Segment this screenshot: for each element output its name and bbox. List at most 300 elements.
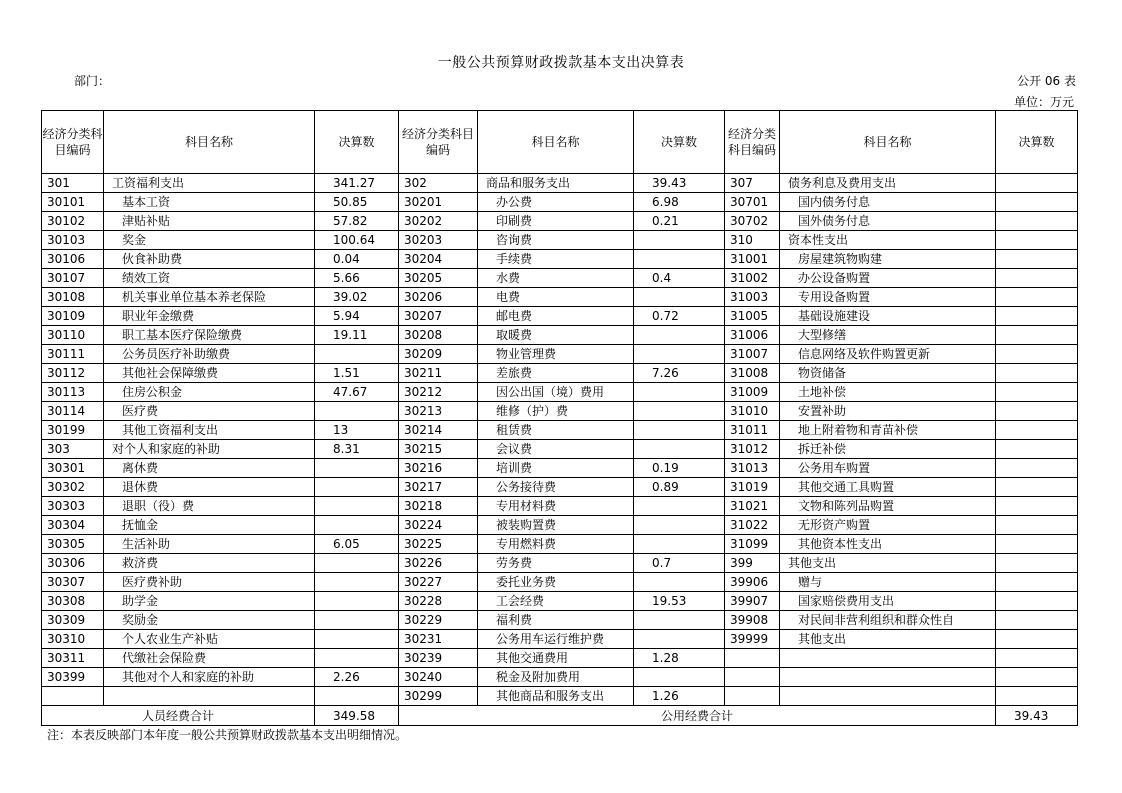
table-row <box>42 497 1078 516</box>
header-amount-1: 决算数 <box>315 111 399 174</box>
budget-table <box>41 110 1078 726</box>
name-cell: 公务员医疗补助缴费 <box>104 345 315 364</box>
code-cell: 30213 <box>399 402 478 421</box>
amount-cell <box>996 402 1078 421</box>
amount-cell <box>315 516 399 535</box>
code-cell <box>725 668 780 687</box>
amount-cell: 47.67 <box>315 383 399 402</box>
table-row <box>42 687 1078 706</box>
amount-cell <box>315 687 399 706</box>
code-cell: 31009 <box>725 383 780 402</box>
amount-cell: 39.43 <box>634 174 725 193</box>
code-cell: 399 <box>725 554 780 573</box>
name-cell: 救济费 <box>104 554 315 573</box>
name-cell: 其他交通费用 <box>478 649 634 668</box>
amount-cell <box>634 326 725 345</box>
name-cell: 其他支出 <box>780 554 996 573</box>
amount-cell <box>634 440 725 459</box>
amount-cell <box>996 193 1078 212</box>
amount-cell <box>996 649 1078 668</box>
table-row <box>42 611 1078 630</box>
code-cell: 30215 <box>399 440 478 459</box>
name-cell: 福利费 <box>478 611 634 630</box>
footnote: 注：本表反映部门本年度一般公共预算财政拨款基本支出明细情况。 <box>47 728 408 742</box>
code-cell: 30301 <box>42 459 104 478</box>
public-total-label: 公用经费合计 <box>399 706 996 726</box>
code-cell: 30299 <box>399 687 478 706</box>
code-cell: 30309 <box>42 611 104 630</box>
name-cell: 差旅费 <box>478 364 634 383</box>
table-row <box>42 421 1078 440</box>
amount-cell <box>996 459 1078 478</box>
table-row <box>42 630 1078 649</box>
amount-cell <box>996 592 1078 611</box>
code-cell: 30108 <box>42 288 104 307</box>
table-title: 一般公共预算财政拨款基本支出决算表 <box>437 55 685 71</box>
name-cell: 绩效工资 <box>104 269 315 288</box>
name-cell: 地上附着物和青苗补偿 <box>780 421 996 440</box>
name-cell: 医疗费补助 <box>104 573 315 592</box>
amount-cell: 50.85 <box>315 193 399 212</box>
code-cell <box>725 687 780 706</box>
name-cell: 奖励金 <box>104 611 315 630</box>
name-cell: 公务用车运行维护费 <box>478 630 634 649</box>
name-cell: 手续费 <box>478 250 634 269</box>
code-cell: 30114 <box>42 402 104 421</box>
amount-cell <box>996 516 1078 535</box>
amount-cell <box>996 478 1078 497</box>
table-row <box>42 288 1078 307</box>
code-cell: 30202 <box>399 212 478 231</box>
amount-cell <box>634 630 725 649</box>
code-cell: 30212 <box>399 383 478 402</box>
name-cell: 专用燃料费 <box>478 535 634 554</box>
amount-cell <box>996 288 1078 307</box>
amount-cell: 341.27 <box>315 174 399 193</box>
code-cell <box>42 687 104 706</box>
table-body <box>42 174 1078 706</box>
name-cell: 对民间非营利组织和群众性自 <box>780 611 996 630</box>
amount-cell: 19.11 <box>315 326 399 345</box>
code-cell: 31012 <box>725 440 780 459</box>
name-cell: 商品和服务支出 <box>478 174 634 193</box>
amount-cell <box>996 573 1078 592</box>
name-cell: 办公设备购置 <box>780 269 996 288</box>
code-cell: 30701 <box>725 193 780 212</box>
code-cell: 31010 <box>725 402 780 421</box>
name-cell: 专用材料费 <box>478 497 634 516</box>
code-cell: 30227 <box>399 573 478 592</box>
table-row <box>42 326 1078 345</box>
table-row <box>42 174 1078 193</box>
code-cell: 31011 <box>725 421 780 440</box>
amount-cell <box>996 383 1078 402</box>
table-row <box>42 345 1078 364</box>
code-cell: 30207 <box>399 307 478 326</box>
name-cell: 债务利息及费用支出 <box>780 174 996 193</box>
code-cell: 31008 <box>725 364 780 383</box>
name-cell: 土地补偿 <box>780 383 996 402</box>
code-cell: 31006 <box>725 326 780 345</box>
amount-cell: 19.53 <box>634 592 725 611</box>
header-code-3: 经济分类科目编码 <box>725 111 780 174</box>
code-cell: 30205 <box>399 269 478 288</box>
amount-cell <box>996 440 1078 459</box>
amount-cell <box>634 611 725 630</box>
code-cell: 31002 <box>725 269 780 288</box>
amount-cell: 2.26 <box>315 668 399 687</box>
code-cell: 30304 <box>42 516 104 535</box>
totals-row <box>42 706 1078 726</box>
amount-cell: 0.04 <box>315 250 399 269</box>
amount-cell: 13 <box>315 421 399 440</box>
table-row <box>42 649 1078 668</box>
code-cell: 30199 <box>42 421 104 440</box>
table-row <box>42 440 1078 459</box>
amount-cell: 7.26 <box>634 364 725 383</box>
amount-cell: 0.4 <box>634 269 725 288</box>
amount-cell <box>996 345 1078 364</box>
amount-cell <box>315 592 399 611</box>
name-cell: 机关事业单位基本养老保险 <box>104 288 315 307</box>
amount-cell <box>996 668 1078 687</box>
code-cell: 39999 <box>725 630 780 649</box>
table-row <box>42 459 1078 478</box>
name-cell: 会议费 <box>478 440 634 459</box>
code-cell: 30308 <box>42 592 104 611</box>
amount-cell: 5.94 <box>315 307 399 326</box>
table-row <box>42 364 1078 383</box>
amount-cell <box>996 212 1078 231</box>
name-cell: 其他商品和服务支出 <box>478 687 634 706</box>
name-cell: 其他交通工具购置 <box>780 478 996 497</box>
code-cell: 30110 <box>42 326 104 345</box>
table-row <box>42 250 1078 269</box>
amount-cell <box>315 649 399 668</box>
header-name-2: 科目名称 <box>478 111 634 174</box>
name-cell: 拆迁补偿 <box>780 440 996 459</box>
code-cell: 30102 <box>42 212 104 231</box>
amount-cell <box>996 611 1078 630</box>
name-cell: 其他支出 <box>780 630 996 649</box>
name-cell: 劳务费 <box>478 554 634 573</box>
table-row <box>42 516 1078 535</box>
code-cell: 30206 <box>399 288 478 307</box>
personnel-total-value: 349.58 <box>315 706 399 726</box>
code-cell: 30302 <box>42 478 104 497</box>
name-cell: 赠与 <box>780 573 996 592</box>
code-cell: 30216 <box>399 459 478 478</box>
name-cell: 助学金 <box>104 592 315 611</box>
name-cell: 工会经费 <box>478 592 634 611</box>
amount-cell <box>996 421 1078 440</box>
name-cell: 住房公积金 <box>104 383 315 402</box>
code-cell: 30103 <box>42 231 104 250</box>
table-row <box>42 478 1078 497</box>
code-cell: 30204 <box>399 250 478 269</box>
name-cell: 退职（役）费 <box>104 497 315 516</box>
name-cell: 个人农业生产补贴 <box>104 630 315 649</box>
code-cell: 39907 <box>725 592 780 611</box>
name-cell: 专用设备购置 <box>780 288 996 307</box>
name-cell: 其他工资福利支出 <box>104 421 315 440</box>
code-cell: 30109 <box>42 307 104 326</box>
code-cell: 30303 <box>42 497 104 516</box>
code-cell: 30203 <box>399 231 478 250</box>
code-cell: 31013 <box>725 459 780 478</box>
code-cell: 302 <box>399 174 478 193</box>
amount-cell <box>315 478 399 497</box>
name-cell: 大型修缮 <box>780 326 996 345</box>
name-cell: 公务接待费 <box>478 478 634 497</box>
amount-cell <box>634 345 725 364</box>
code-cell: 30307 <box>42 573 104 592</box>
name-cell: 委托业务费 <box>478 573 634 592</box>
name-cell: 对个人和家庭的补助 <box>104 440 315 459</box>
code-cell: 30229 <box>399 611 478 630</box>
amount-cell <box>315 402 399 421</box>
name-cell: 其他资本性支出 <box>780 535 996 554</box>
amount-cell <box>996 364 1078 383</box>
name-cell: 职工基本医疗保险缴费 <box>104 326 315 345</box>
code-cell: 301 <box>42 174 104 193</box>
name-cell: 退休费 <box>104 478 315 497</box>
name-cell: 安置补助 <box>780 402 996 421</box>
amount-cell: 1.26 <box>634 687 725 706</box>
amount-cell <box>996 231 1078 250</box>
amount-cell <box>634 250 725 269</box>
amount-cell <box>634 573 725 592</box>
amount-cell <box>634 668 725 687</box>
table-row <box>42 193 1078 212</box>
name-cell: 资本性支出 <box>780 231 996 250</box>
name-cell: 房屋建筑物购建 <box>780 250 996 269</box>
name-cell: 信息网络及软件购置更新 <box>780 345 996 364</box>
table-row <box>42 535 1078 554</box>
name-cell: 抚恤金 <box>104 516 315 535</box>
table-row <box>42 307 1078 326</box>
amount-cell <box>634 231 725 250</box>
amount-cell <box>634 288 725 307</box>
name-cell: 其他对个人和家庭的补助 <box>104 668 315 687</box>
header-name-3: 科目名称 <box>780 111 996 174</box>
table-row <box>42 668 1078 687</box>
name-cell: 物资储备 <box>780 364 996 383</box>
name-cell: 咨询费 <box>478 231 634 250</box>
code-cell: 30310 <box>42 630 104 649</box>
name-cell: 国家赔偿费用支出 <box>780 592 996 611</box>
code-cell: 30211 <box>399 364 478 383</box>
name-cell: 职业年金缴费 <box>104 307 315 326</box>
code-cell: 30107 <box>42 269 104 288</box>
table-row <box>42 592 1078 611</box>
name-cell: 伙食补助费 <box>104 250 315 269</box>
code-cell: 30702 <box>725 212 780 231</box>
amount-cell: 57.82 <box>315 212 399 231</box>
code-cell: 30306 <box>42 554 104 573</box>
code-cell: 31019 <box>725 478 780 497</box>
code-cell: 31005 <box>725 307 780 326</box>
code-cell: 303 <box>42 440 104 459</box>
name-cell: 电费 <box>478 288 634 307</box>
code-cell: 30111 <box>42 345 104 364</box>
amount-cell <box>996 630 1078 649</box>
name-cell: 培训费 <box>478 459 634 478</box>
code-cell: 30305 <box>42 535 104 554</box>
name-cell: 物业管理费 <box>478 345 634 364</box>
table-row <box>42 269 1078 288</box>
code-cell: 30399 <box>42 668 104 687</box>
amount-cell <box>996 326 1078 345</box>
code-cell: 30214 <box>399 421 478 440</box>
table-row <box>42 554 1078 573</box>
name-cell: 基础设施建设 <box>780 307 996 326</box>
code-cell: 30106 <box>42 250 104 269</box>
header-amount-2: 决算数 <box>634 111 725 174</box>
amount-cell <box>634 516 725 535</box>
amount-cell: 100.64 <box>315 231 399 250</box>
name-cell: 医疗费 <box>104 402 315 421</box>
amount-cell: 39.02 <box>315 288 399 307</box>
name-cell <box>104 687 315 706</box>
code-cell: 310 <box>725 231 780 250</box>
code-cell: 30225 <box>399 535 478 554</box>
form-number: 公开 06 表 <box>1017 74 1076 88</box>
code-cell: 39908 <box>725 611 780 630</box>
table-row <box>42 212 1078 231</box>
name-cell: 邮电费 <box>478 307 634 326</box>
code-cell: 31001 <box>725 250 780 269</box>
amount-cell: 0.7 <box>634 554 725 573</box>
amount-cell <box>315 554 399 573</box>
name-cell: 其他社会保障缴费 <box>104 364 315 383</box>
amount-cell <box>315 497 399 516</box>
code-cell: 30239 <box>399 649 478 668</box>
amount-cell: 0.89 <box>634 478 725 497</box>
amount-cell <box>315 630 399 649</box>
code-cell: 307 <box>725 174 780 193</box>
amount-cell <box>315 459 399 478</box>
code-cell: 39906 <box>725 573 780 592</box>
amount-cell: 1.51 <box>315 364 399 383</box>
amount-cell <box>996 269 1078 288</box>
amount-cell <box>315 573 399 592</box>
amount-cell <box>634 402 725 421</box>
public-total-value: 39.43 <box>996 706 1078 726</box>
code-cell: 30311 <box>42 649 104 668</box>
amount-cell <box>315 345 399 364</box>
code-cell: 30224 <box>399 516 478 535</box>
code-cell: 31022 <box>725 516 780 535</box>
table-row <box>42 573 1078 592</box>
name-cell: 无形资产购置 <box>780 516 996 535</box>
table-row <box>42 383 1078 402</box>
code-cell: 31007 <box>725 345 780 364</box>
name-cell: 工资福利支出 <box>104 174 315 193</box>
code-cell: 31021 <box>725 497 780 516</box>
name-cell: 代缴社会保险费 <box>104 649 315 668</box>
code-cell: 30112 <box>42 364 104 383</box>
name-cell: 取暖费 <box>478 326 634 345</box>
code-cell: 31099 <box>725 535 780 554</box>
name-cell <box>780 649 996 668</box>
amount-cell <box>634 421 725 440</box>
amount-cell <box>634 383 725 402</box>
amount-cell: 0.72 <box>634 307 725 326</box>
amount-cell: 5.66 <box>315 269 399 288</box>
amount-cell <box>996 554 1078 573</box>
name-cell: 奖金 <box>104 231 315 250</box>
name-cell: 国外债务付息 <box>780 212 996 231</box>
code-cell: 30201 <box>399 193 478 212</box>
code-cell: 30240 <box>399 668 478 687</box>
amount-cell <box>996 687 1078 706</box>
code-cell: 30226 <box>399 554 478 573</box>
name-cell <box>780 668 996 687</box>
code-cell: 30218 <box>399 497 478 516</box>
table-row <box>42 231 1078 250</box>
name-cell: 因公出国（境）费用 <box>478 383 634 402</box>
table-row <box>42 402 1078 421</box>
amount-cell <box>634 535 725 554</box>
code-cell: 30101 <box>42 193 104 212</box>
amount-cell: 0.19 <box>634 459 725 478</box>
amount-cell: 6.98 <box>634 193 725 212</box>
personnel-total-label: 人员经费合计 <box>42 706 315 726</box>
name-cell: 离休费 <box>104 459 315 478</box>
name-cell: 公务用车购置 <box>780 459 996 478</box>
amount-cell: 1.28 <box>634 649 725 668</box>
name-cell: 生活补助 <box>104 535 315 554</box>
unit-label: 单位：万元 <box>1013 95 1074 109</box>
header-row <box>42 111 1078 174</box>
amount-cell <box>996 535 1078 554</box>
name-cell <box>780 687 996 706</box>
amount-cell <box>996 497 1078 516</box>
name-cell: 办公费 <box>478 193 634 212</box>
code-cell: 30231 <box>399 630 478 649</box>
code-cell: 30208 <box>399 326 478 345</box>
code-cell <box>725 649 780 668</box>
amount-cell: 8.31 <box>315 440 399 459</box>
code-cell: 30113 <box>42 383 104 402</box>
department-label: 部门： <box>74 74 111 88</box>
code-cell: 30228 <box>399 592 478 611</box>
amount-cell: 6.05 <box>315 535 399 554</box>
amount-cell: 0.21 <box>634 212 725 231</box>
name-cell: 租赁费 <box>478 421 634 440</box>
code-cell: 30209 <box>399 345 478 364</box>
name-cell: 基本工资 <box>104 193 315 212</box>
name-cell: 水费 <box>478 269 634 288</box>
code-cell: 31003 <box>725 288 780 307</box>
name-cell: 印刷费 <box>478 212 634 231</box>
header-code-2: 经济分类科目编码 <box>399 111 478 174</box>
name-cell: 税金及附加费用 <box>478 668 634 687</box>
amount-cell <box>634 497 725 516</box>
code-cell: 30217 <box>399 478 478 497</box>
amount-cell <box>315 611 399 630</box>
amount-cell <box>996 307 1078 326</box>
name-cell: 文物和陈列品购置 <box>780 497 996 516</box>
name-cell: 维修（护）费 <box>478 402 634 421</box>
header-name-1: 科目名称 <box>104 111 315 174</box>
name-cell: 国内债务付息 <box>780 193 996 212</box>
header-code-1: 经济分类科目编码 <box>42 111 104 174</box>
name-cell: 被装购置费 <box>478 516 634 535</box>
name-cell: 津贴补贴 <box>104 212 315 231</box>
amount-cell <box>996 250 1078 269</box>
